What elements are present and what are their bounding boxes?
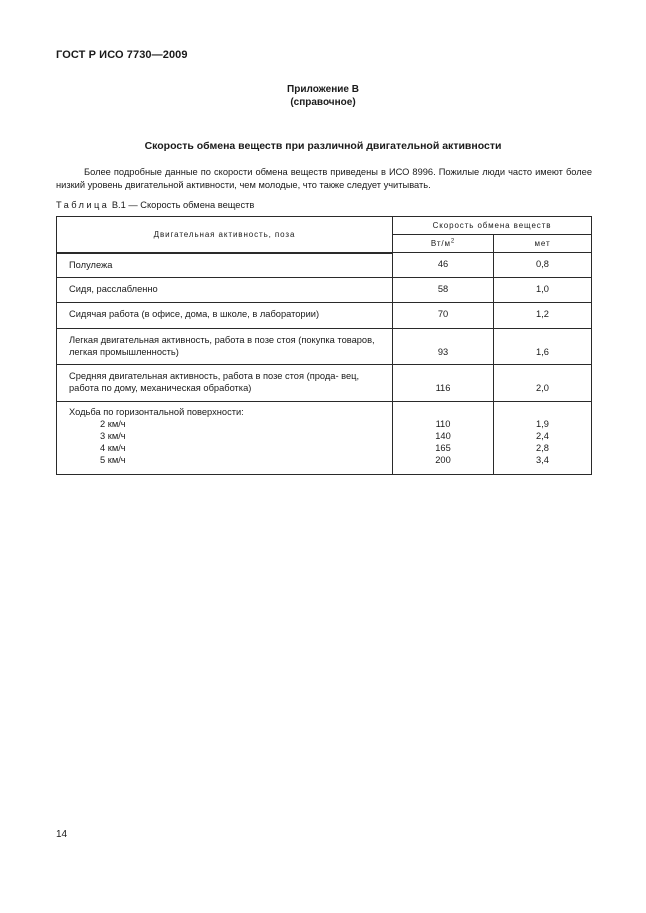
table-row <box>57 303 592 329</box>
activity-cell: Средняя двигательная активность, работа в позе стоя (прода- вец, работа по дому, механическая обработка) <box>57 365 393 402</box>
col-header-rate: Скорость обмена веществ <box>393 217 592 235</box>
met-cell: 1,2 <box>494 303 592 329</box>
walking-met-cell <box>494 402 592 475</box>
walking-met: 1,9 <box>536 419 549 429</box>
met-cell: 1,6 <box>494 329 592 365</box>
col-header-unit-met: мет <box>494 235 592 253</box>
activity-cell: Полулежа <box>57 253 393 278</box>
walking-speed: 3 км/ч <box>100 431 126 441</box>
wm2-cell: 70 <box>393 303 494 329</box>
walking-met: 3,4 <box>536 455 549 465</box>
table-row <box>57 253 592 278</box>
unit-wm2-sup: 2 <box>450 238 456 245</box>
walking-wm2: 140 <box>435 431 451 441</box>
walking-activity-cell <box>57 402 393 475</box>
table-row <box>57 278 592 303</box>
table-row <box>57 365 592 402</box>
walking-wm2: 200 <box>435 455 451 465</box>
walking-title: Ходьба по горизонтальной поверхности: <box>69 407 244 417</box>
walking-wm2: 165 <box>435 443 451 453</box>
walking-speed: 2 км/ч <box>100 419 126 429</box>
page-number: 14 <box>56 829 68 840</box>
met-cell: 0,8 <box>494 253 592 278</box>
met-cell: 2,0 <box>494 365 592 402</box>
walking-wm2-cell <box>393 402 494 475</box>
walking-speed: 4 км/ч <box>100 443 126 453</box>
walking-speed: 5 км/ч <box>100 455 126 465</box>
activity-cell: Легкая двигательная активность, работа в позе стоя (покупка товаров, легкая промышленность) <box>57 329 393 365</box>
table-row <box>57 329 592 365</box>
table-caption-text: В.1 — Скорость обмена веществ <box>111 200 255 210</box>
activity-cell: Сидя, расслабленно <box>57 278 393 303</box>
section-title: Скорость обмена веществ при различной двигательной активности <box>144 140 502 152</box>
wm2-cell: 116 <box>393 365 494 402</box>
table-row-walking <box>57 402 592 475</box>
wm2-cell: 58 <box>393 278 494 303</box>
wm2-cell: 93 <box>393 329 494 365</box>
col-header-unit-wm2 <box>393 235 494 253</box>
intro-paragraph: Более подробные данные по скорости обмена веществ приведены в ИСО 8996. Пожилые люди часто имеют более низкий уровень двигательной активности, чем молодые, что также следует учитывать. <box>56 167 592 190</box>
col-header-activity: Двигательная активность, поза <box>57 217 393 253</box>
walking-met: 2,8 <box>536 443 549 453</box>
wm2-cell: 46 <box>393 253 494 278</box>
unit-wm2-base: Вт/м <box>430 239 451 248</box>
walking-wm2: 110 <box>435 419 451 429</box>
met-cell: 1,0 <box>494 278 592 303</box>
table-caption <box>56 200 254 210</box>
document-header: ГОСТ Р ИСО 7730—2009 <box>56 49 188 61</box>
metabolic-rate-table <box>56 216 592 475</box>
annex-title: Приложение В <box>287 84 359 95</box>
annex-subtitle: (справочное) <box>290 97 356 108</box>
table-caption-word: Таблица <box>56 200 110 210</box>
activity-cell: Сидячая работа (в офисе, дома, в школе, в лаборатории) <box>57 303 393 329</box>
walking-met: 2,4 <box>536 431 549 441</box>
